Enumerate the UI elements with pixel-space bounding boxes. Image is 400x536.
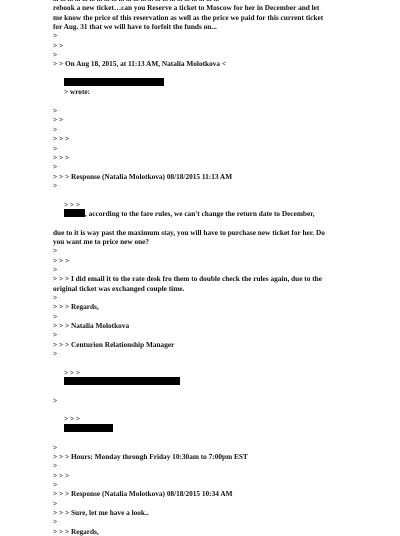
text-line: > <box>53 143 58 153</box>
text-line: > > > Regards, <box>53 526 99 536</box>
redaction-bar <box>64 424 113 432</box>
text-line: > > > Hours: Monday through Friday 10:30am to 7:00pm EST <box>53 451 248 461</box>
text-line: > > > Sure, let me have a look.. <box>53 507 149 517</box>
text-line: > <box>53 264 58 274</box>
redacted-line <box>53 405 353 442</box>
text-line: > <box>53 162 58 172</box>
text-line: > > > Response (Natalia Molotkova) 08/18/2015 11:13 AM <box>53 171 233 181</box>
text-line: > <box>53 442 58 452</box>
quoted-response-line <box>53 190 353 227</box>
text-line: > <box>53 180 58 190</box>
text-line: > > <box>53 40 64 50</box>
quote-prefix: > > > <box>63 414 81 424</box>
text-line: > <box>53 50 58 60</box>
text-line: > <box>53 311 58 321</box>
text-line: original ticket was exchanged couple time. <box>53 283 185 293</box>
quoted-header-line-2 <box>53 69 353 106</box>
redacted-line <box>53 358 353 395</box>
text-line: > > > <box>53 152 70 162</box>
text-line: > <box>53 395 58 405</box>
text-line: > <box>53 31 58 41</box>
text-line: rebook a new ticket…can you Reserve a ticket to Moscow for her in December and let <box>53 3 320 13</box>
text-line: > > <box>53 115 64 125</box>
text-line: > <box>53 293 58 302</box>
text-line: > <box>53 246 58 256</box>
text-line: > <box>53 479 58 489</box>
text-line: > <box>53 106 58 116</box>
redaction-bar <box>64 78 164 86</box>
text-line: > > > Regards, <box>53 302 99 312</box>
text-line: > <box>53 517 58 527</box>
text-line: you want me to price new one? <box>53 236 150 246</box>
quote-prefix: > > > <box>63 367 81 377</box>
redaction-bar <box>64 209 85 217</box>
response-text: , according to the fare rules, we can't change the return date to December, <box>84 208 315 218</box>
text-line: > <box>53 330 58 340</box>
text-line: me know the price of this reservation as well as the price we paid for this current ticket <box>53 12 324 22</box>
wrote-text: > wrote: <box>63 87 91 97</box>
text-line: due to it is way past the maximum stay, you will have to purchase new ticket for her. Do <box>53 227 325 237</box>
text-line: > <box>53 461 58 471</box>
quote-prefix: > > > <box>63 199 81 209</box>
text-line: > <box>53 498 58 508</box>
text-line: > <box>53 124 58 134</box>
text-line: > <box>53 349 58 359</box>
text-line: > > > Natalia Molotkova <box>53 321 130 331</box>
text-line: > > > <box>53 470 70 480</box>
text-line: > > > <box>53 134 70 144</box>
text-line: > > > <box>53 255 70 265</box>
email-thread-body <box>53 0 353 536</box>
text-line: for Aug. 31 that we will have to forfeit the funds on... <box>53 22 217 32</box>
text-line: > > > Response (Natalia Molotkova) 08/18/2015 10:34 AM <box>53 489 233 499</box>
text-line: > > > Centurion Relationship Manager <box>53 339 175 349</box>
redaction-bar <box>64 377 180 385</box>
quoted-header-line: > > On Aug 18, 2015, at 11:13 AM, Natalia Molotkova < <box>53 59 227 69</box>
text-line: > > > I did email it to the rate desk fro them to double check the rules again, due to the <box>53 274 322 284</box>
